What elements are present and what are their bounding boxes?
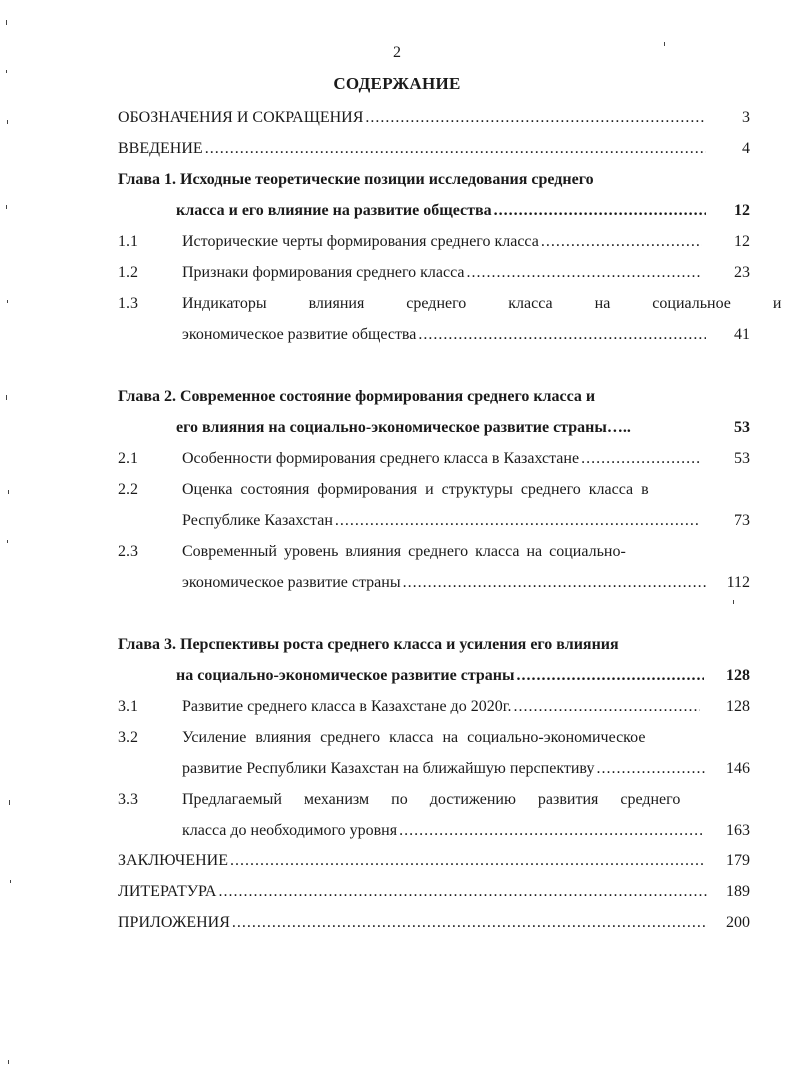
toc-chapter-line: Глава 1. Исходные теоретические позиции исследования среднего bbox=[118, 171, 594, 188]
toc-section-entry[interactable] bbox=[182, 232, 704, 252]
scan-artifact bbox=[7, 120, 8, 124]
toc-page-number: 53 bbox=[734, 419, 750, 436]
toc-section-number: 2.1 bbox=[118, 450, 138, 467]
toc-section-entry-cont[interactable] bbox=[182, 759, 708, 779]
toc-entry-label: ЛИТЕРАТУРА bbox=[118, 883, 217, 900]
toc-section-label: экономическое развитие общества bbox=[182, 326, 417, 343]
toc-page-number: 12 bbox=[734, 233, 750, 250]
toc-section-number: 2.2 bbox=[118, 481, 138, 498]
toc-entry-label: ВВЕДЕНИЕ bbox=[118, 140, 203, 157]
toc-chapter-heading[interactable]: Глава 2. Современное состояние формирования среднего класса и bbox=[118, 388, 596, 405]
scan-artifact bbox=[6, 205, 7, 209]
toc-section-entry[interactable] bbox=[182, 697, 702, 717]
toc-page-number: 200 bbox=[726, 914, 750, 931]
toc-section-label: Развитие среднего класса в Казахстане до 2020г. bbox=[182, 698, 512, 715]
scan-artifact bbox=[7, 300, 8, 303]
toc-page-number: 53 bbox=[734, 450, 750, 467]
toc-chapter-line: класса и его влияние на развитие общества bbox=[176, 202, 492, 219]
toc-section-number: 3.2 bbox=[118, 729, 138, 746]
toc-page-number: 112 bbox=[726, 574, 750, 591]
scan-artifact bbox=[8, 1060, 9, 1064]
toc-section-entry[interactable]: Индикаторы влияния среднего класса на социальное и bbox=[182, 295, 782, 312]
toc-section-label: Исторические черты формирования среднего класса bbox=[182, 233, 539, 250]
toc-section-label: класса до необходимого уровня bbox=[182, 822, 398, 839]
toc-page-number: 3 bbox=[742, 109, 750, 126]
toc-chapter-heading-cont[interactable] bbox=[176, 201, 708, 221]
scan-artifact bbox=[7, 540, 8, 543]
toc-section-entry[interactable]: Оценка состояния формирования и структуры среднего класса в bbox=[182, 481, 649, 498]
toc-page-number: 189 bbox=[726, 883, 750, 900]
toc-section-label: Признаки формирования среднего класса bbox=[182, 264, 465, 281]
toc-page-number: 128 bbox=[726, 667, 750, 684]
toc-section-label: Республике Казахстан bbox=[182, 512, 333, 529]
toc-chapter-heading-cont[interactable] bbox=[176, 666, 706, 686]
scan-artifact bbox=[10, 880, 11, 883]
toc-section-number: 3.3 bbox=[118, 791, 138, 808]
toc-section-number: 1.1 bbox=[118, 233, 138, 250]
toc-entry-introduction[interactable] bbox=[118, 139, 708, 159]
toc-section-number: 2.3 bbox=[118, 543, 138, 560]
toc-section-entry-cont[interactable] bbox=[182, 821, 704, 841]
toc-section-label: развитие Республики Казахстан на ближайшую перспективу bbox=[182, 760, 595, 777]
toc-section-entry[interactable]: Предлагаемый механизм по достижению развития среднего bbox=[182, 791, 681, 808]
toc-section-entry[interactable]: Современный уровень влияния среднего класса на социально- bbox=[182, 543, 626, 560]
toc-page-number: 4 bbox=[742, 140, 750, 157]
toc-chapter-heading[interactable] bbox=[118, 170, 708, 190]
toc-entry-literature[interactable] bbox=[118, 882, 710, 902]
scan-artifact bbox=[664, 42, 665, 46]
toc-section-entry-cont[interactable] bbox=[182, 511, 702, 531]
page-number: 2 bbox=[393, 44, 401, 61]
scan-artifact bbox=[8, 490, 9, 494]
toc-section-entry[interactable] bbox=[182, 449, 702, 469]
toc-page-number: 179 bbox=[726, 852, 750, 869]
toc-page-number: 128 bbox=[726, 698, 750, 715]
toc-page-number: 73 bbox=[734, 512, 750, 529]
toc-chapter-heading[interactable]: Глава 3. Перспективы роста среднего класса и усиления его влияния bbox=[118, 636, 619, 653]
toc-section-number: 3.1 bbox=[118, 698, 138, 715]
toc-entry-label: ЗАКЛЮЧЕНИЕ bbox=[118, 852, 228, 869]
toc-entry-label: ОБОЗНАЧЕНИЯ И СОКРАЩЕНИЯ bbox=[118, 109, 364, 126]
toc-section-label: Особенности формирования среднего класса в Казахстане bbox=[182, 450, 580, 467]
toc-chapter-line: на социально-экономическое развитие страны bbox=[176, 667, 515, 684]
scan-artifact bbox=[6, 20, 7, 25]
toc-page-number: 163 bbox=[726, 822, 750, 839]
toc-section-number: 1.3 bbox=[118, 295, 138, 312]
scan-artifact bbox=[733, 600, 734, 604]
toc-section-entry[interactable]: Усиление влияния среднего класса на социально-экономическое bbox=[182, 729, 646, 746]
toc-page-number: 146 bbox=[726, 760, 750, 777]
toc-page-number: 12 bbox=[734, 202, 750, 219]
toc-section-entry-cont[interactable] bbox=[182, 325, 708, 345]
toc-page-number: 23 bbox=[734, 264, 750, 281]
scan-artifact bbox=[6, 70, 7, 73]
toc-page-number: 41 bbox=[734, 326, 750, 343]
toc-chapter-heading-cont[interactable]: его влияния на социально-экономическое развитие страны….. bbox=[176, 419, 631, 436]
toc-entry-appendices[interactable] bbox=[118, 913, 710, 933]
toc-entry-abbreviations[interactable] bbox=[118, 108, 708, 128]
scan-artifact bbox=[9, 800, 10, 805]
toc-section-number: 1.2 bbox=[118, 264, 138, 281]
toc-entry-label: ПРИЛОЖЕНИЯ bbox=[118, 914, 230, 931]
page-title: СОДЕРЖАНИЕ bbox=[333, 74, 461, 93]
scan-artifact bbox=[6, 395, 7, 400]
toc-entry-conclusion[interactable] bbox=[118, 851, 708, 871]
toc-section-entry-cont[interactable] bbox=[182, 573, 708, 593]
toc-section-entry[interactable] bbox=[182, 263, 704, 283]
toc-section-label: экономическое развитие страны bbox=[182, 574, 401, 591]
